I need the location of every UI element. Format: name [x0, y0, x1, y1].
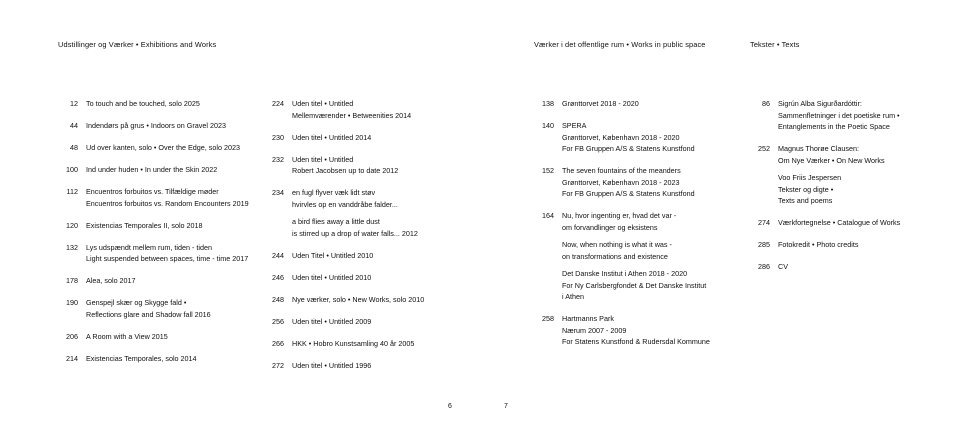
toc-column-exhibitions	[58, 98, 258, 375]
toc-entry-line: Mellemværender • Betweenities 2014	[292, 110, 412, 120]
toc-entry-title	[292, 98, 522, 121]
toc-entry[interactable]	[750, 98, 940, 133]
toc-entry[interactable]	[264, 316, 522, 328]
toc-entry-title	[86, 275, 258, 287]
toc-entry-line: Uden titel • Untitled 1996	[292, 360, 372, 370]
toc-entry-title	[562, 98, 740, 110]
toc-entry-title	[86, 331, 258, 343]
toc-entry[interactable]	[58, 98, 258, 110]
toc-entry-title	[292, 294, 522, 306]
toc-entry-title	[292, 154, 522, 177]
toc-entry-line: Grønttorvet 2018 - 2020	[562, 99, 639, 108]
toc-entry-title	[778, 98, 940, 133]
toc-entry-line: Sammenfletninger i det poetiske rum •	[778, 110, 900, 120]
toc-entry[interactable]	[58, 142, 258, 154]
toc-entry-title	[86, 120, 258, 132]
toc-entry-line: Fotokredit • Photo credits	[778, 240, 859, 249]
toc-entry[interactable]	[534, 98, 740, 110]
toc-entry-title	[292, 272, 522, 284]
toc-entry-title	[86, 297, 258, 320]
toc-entry-line: Robert Jacobsen up to date 2012	[292, 166, 399, 175]
toc-entry-title	[778, 261, 940, 273]
toc-entry-page-number: 100	[66, 165, 78, 174]
toc-entry-line: i Athen	[562, 292, 584, 301]
toc-entry[interactable]	[264, 250, 522, 262]
toc-entry-page-number: 274	[758, 218, 770, 227]
toc-entry-line: Reflections glare and Shadow fall 2016	[86, 309, 211, 319]
toc-entry-line: For Statens Kunstfond & Rudersdal Kommune	[562, 337, 710, 346]
toc-entry-line: For FB Gruppen A/S & Statens Kunstfond	[562, 144, 695, 153]
toc-entry-title	[86, 142, 258, 154]
toc-entry-page-number: 44	[70, 121, 78, 130]
toc-entry-page-number: 266	[272, 338, 284, 348]
toc-entry-line: Uden Titel • Untitled 2010	[292, 250, 374, 260]
toc-entry-title	[86, 220, 258, 232]
toc-entry[interactable]	[264, 187, 522, 239]
toc-entry-line: Sigrún Alba Sigurðardóttir:	[778, 99, 862, 108]
toc-entry[interactable]	[264, 98, 522, 121]
toc-entry-line: Ud over kanten, solo • Over the Edge, solo 2023	[86, 143, 240, 152]
toc-entry-line: For Ny Carlsbergfondet & Det Danske Institut	[562, 280, 707, 290]
toc-entry-line: A Room with a View 2015	[86, 331, 168, 341]
toc-entry[interactable]	[264, 294, 522, 306]
toc-entry[interactable]	[750, 239, 940, 251]
toc-entry-title	[86, 186, 258, 209]
toc-entry-line: Encuentros forbuitos vs. Random Encounters 2019	[86, 198, 249, 208]
page-footer	[0, 403, 960, 417]
toc-entry-line: Magnus Thorøe Clausen:	[778, 144, 859, 153]
toc-entry-line: For FB Gruppen A/S & Statens Kunstfond	[562, 189, 695, 198]
toc-entry-line: Indendørs på grus • Indoors on Gravel 2023	[86, 121, 226, 130]
toc-entry-page-number: 12	[70, 99, 78, 108]
toc-entry-line: Nærum 2007 - 2009	[562, 325, 627, 335]
toc-entry-page-number: 132	[66, 242, 78, 252]
toc-entry[interactable]	[58, 120, 258, 132]
toc-entry[interactable]	[534, 210, 740, 303]
toc-entry-page-number: 252	[758, 144, 770, 153]
toc-entry[interactable]	[58, 242, 258, 265]
toc-entry-page-number: 48	[70, 143, 78, 152]
toc-entry-page-number: 230	[272, 132, 284, 142]
toc-entry-line: To touch and be touched, solo 2025	[86, 99, 200, 108]
toc-entry-line: Voo Friis Jespersen	[778, 173, 842, 182]
toc-entry-page-number: 190	[66, 298, 78, 307]
toc-entry-line: hvirvles op en vanddråbe falder...	[292, 199, 398, 209]
toc-entry-line: HKK • Hobro Kunstsamling 40 år 2005	[292, 338, 415, 348]
toc-entry-line: Værkfortegnelse • Catalogue of Works	[778, 218, 901, 227]
toc-entry-title	[86, 98, 258, 110]
toc-entry-page-number: 164	[542, 211, 554, 220]
toc-column-exhibitions-continued	[264, 98, 522, 382]
toc-entry-page-number: 152	[542, 166, 554, 175]
toc-entry-line: Uden titel • Untitled 2009	[292, 316, 372, 326]
toc-entry-line: on transformations and existence	[562, 251, 668, 261]
toc-entry-line: Genspejl skær og Skygge fald •	[86, 298, 187, 307]
toc-entry-line: Existencias Temporales, solo 2014	[86, 353, 197, 363]
toc-entry-title	[292, 316, 522, 328]
folio-left: 6	[448, 403, 452, 410]
toc-entry-line: Uden titel • Untitled 2014	[292, 132, 372, 142]
toc-entry-page-number: 206	[66, 331, 78, 341]
toc-entry-page-number: 138	[542, 99, 554, 108]
toc-entry-line: Om Nye Værker • On New Works	[778, 155, 885, 165]
toc-entry-line: Grønttorvet, København 2018 - 2020	[562, 132, 680, 142]
toc-entry-line: CV	[778, 262, 788, 271]
toc-entry-title	[292, 250, 522, 262]
toc-entry-page-number: 246	[272, 272, 284, 282]
toc-entry-page-number: 86	[762, 99, 770, 108]
toc-entry-page-number: 248	[272, 294, 284, 304]
toc-entry-title	[292, 132, 522, 144]
toc-entry-line: Det Danske Institut i Athen 2018 - 2020	[562, 269, 688, 278]
toc-entry-page-number: 258	[542, 314, 554, 323]
toc-entry[interactable]	[264, 154, 522, 177]
toc-entry-line: Ind under huden • In under the Skin 2022	[86, 165, 218, 174]
toc-entry-line: is stirred up a drop of water falls... 2012	[292, 228, 418, 238]
toc-entry-title	[292, 338, 522, 350]
toc-entry-title	[562, 210, 740, 303]
toc-entry-line: Uden titel • Untitled	[292, 154, 354, 164]
toc-entry[interactable]	[58, 331, 258, 343]
toc-entry-line: Texts and poems	[778, 196, 833, 205]
toc-column-texts	[750, 98, 940, 283]
toc-entry-title	[778, 217, 940, 229]
toc-entry-line: Alea, solo 2017	[86, 276, 136, 285]
toc-entry-line: Uden titel • Untitled	[292, 99, 354, 108]
toc-entry-title	[778, 239, 940, 251]
toc-entry-title	[562, 120, 740, 155]
toc-entry[interactable]	[58, 297, 258, 320]
toc-entry[interactable]	[58, 164, 258, 176]
toc-entry-page-number: 214	[66, 353, 78, 363]
toc-entry-page-number: 272	[272, 360, 284, 370]
toc-entry-line: Entanglements in the Poetic Space	[778, 122, 890, 131]
toc-entry-title	[86, 242, 258, 265]
toc-entry[interactable]	[58, 220, 258, 232]
toc-entry[interactable]	[58, 186, 258, 209]
toc-entry-title	[778, 143, 940, 207]
header-works-in-public-space: Værker i det offentlige rum • Works in public space	[534, 40, 706, 49]
toc-entry[interactable]	[264, 272, 522, 284]
toc-entry-line: Light suspended between spaces, time - time 2017	[86, 254, 249, 263]
toc-entry[interactable]	[264, 132, 522, 144]
toc-entry-line: Lys udspændt mellem rum, tiden - tiden	[86, 242, 212, 252]
toc-entry-line: The seven fountains of the meanders	[562, 166, 681, 175]
toc-entry-page-number: 234	[272, 188, 284, 197]
toc-entry-title	[86, 164, 258, 176]
toc-entry-line: Grønttorvet, København 2018 - 2023	[562, 177, 680, 187]
toc-entry[interactable]	[264, 338, 522, 350]
toc-entry-line: Uden titel • Untitled 2010	[292, 272, 372, 282]
toc-entry-title	[562, 313, 740, 348]
toc-entry[interactable]	[264, 360, 522, 372]
toc-entry-line: Nu, hvor ingenting er, hvad det var -	[562, 211, 677, 220]
toc-entry-line: SPERA	[562, 121, 587, 130]
toc-entry-page-number: 285	[758, 240, 770, 249]
toc-entry[interactable]	[750, 143, 940, 207]
header-texts: Tekster • Texts	[750, 40, 800, 49]
toc-entry[interactable]	[750, 217, 940, 229]
toc-entry-line: Tekster og digte •	[778, 184, 834, 194]
toc-entry[interactable]	[534, 313, 740, 348]
toc-entry[interactable]	[750, 261, 940, 273]
toc-entry-title	[86, 353, 258, 365]
toc-entry[interactable]	[58, 353, 258, 365]
toc-entry-page-number: 256	[272, 316, 284, 326]
toc-entry-page-number: 178	[66, 276, 78, 285]
toc-entry-line: Existencias Temporales II, solo 2018	[86, 220, 203, 230]
toc-entry-page-number: 224	[272, 99, 284, 108]
toc-entry-line: Encuentros forbuitos vs. Tilfældige møder	[86, 187, 219, 196]
toc-entry-line: en fugl flyver væk lidt støv	[292, 188, 376, 197]
toc-entry-page-number: 232	[272, 154, 284, 164]
toc-entry-title	[562, 165, 740, 200]
toc-entry-page-number: 112	[66, 187, 78, 196]
column-headers	[0, 40, 960, 56]
toc-entry-title	[292, 360, 522, 372]
toc-entry-page-number: 244	[272, 250, 284, 260]
toc-entry-line: a bird flies away a little dust	[292, 217, 380, 226]
toc-entry-page-number: 286	[758, 262, 770, 271]
toc-entry-page-number: 120	[66, 220, 78, 230]
toc-entry-line: Nye værker, solo • New Works, solo 2010	[292, 294, 425, 304]
toc-entry[interactable]	[58, 275, 258, 287]
toc-entry-title	[292, 187, 522, 239]
toc-entry-line: Now, when nothing is what it was -	[562, 240, 672, 249]
toc-entry-line: om forvandlinger og eksistens	[562, 222, 658, 232]
toc-entry-line: Hartmanns Park	[562, 314, 614, 323]
toc-entry-page-number: 140	[542, 121, 554, 130]
toc-column-public-space	[534, 98, 740, 358]
header-exhibitions-and-works: Udstillinger og Værker • Exhibitions and Works	[58, 40, 217, 49]
toc-entry[interactable]	[534, 165, 740, 200]
toc-entry[interactable]	[534, 120, 740, 155]
folio-right: 7	[504, 403, 508, 410]
